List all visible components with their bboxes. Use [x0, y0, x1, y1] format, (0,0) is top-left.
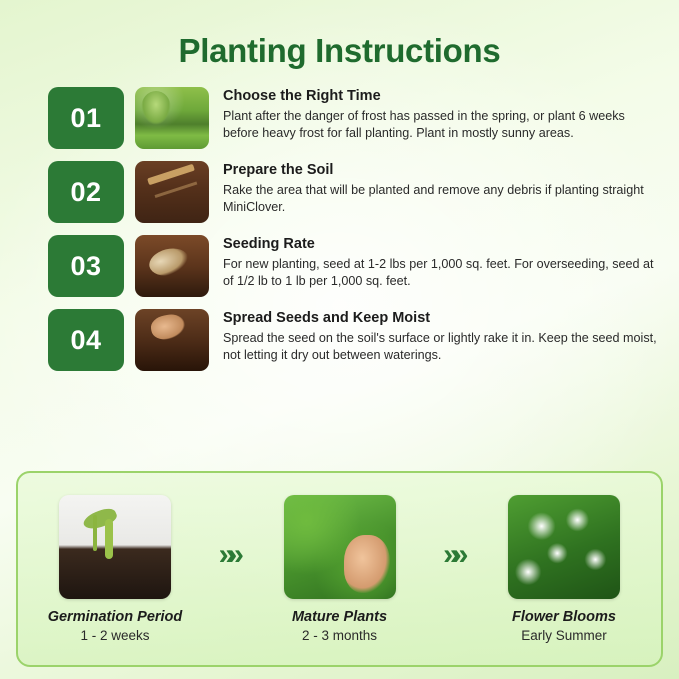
step-description: For new planting, seed at 1-2 lbs per 1,000 sq. feet. For overseeding, seed at of 1/2 lb to 1 lb per 1,000 sq. feet. — [223, 257, 654, 289]
step-text — [223, 87, 657, 142]
stage-duration: 1 - 2 weeks — [80, 628, 150, 643]
step-number-badge: 04 — [48, 309, 124, 371]
step-item — [48, 235, 657, 297]
step-text — [223, 235, 657, 290]
page-title: Planting Instructions — [178, 32, 501, 69]
stage-duration: Early Summer — [521, 628, 607, 643]
timeline-stage — [32, 495, 198, 643]
step-description: Spread the seed on the soil's surface or lightly rake it in. Keep the seed moist, not letting it dry out between waterings. — [223, 331, 657, 363]
lawn-grass-photo — [135, 87, 209, 149]
timeline-stage — [257, 495, 423, 643]
clover-leaves-photo — [284, 495, 396, 599]
step-description: Plant after the danger of frost has passed in the spring, or plant 6 weeks before heavy frost for fall planting. Plant in mostly sunny areas. — [223, 109, 625, 141]
step-title: Prepare the Soil — [223, 162, 334, 178]
step-number-badge: 02 — [48, 161, 124, 223]
step-number-badge: 01 — [48, 87, 124, 149]
chevron-right-icon: »» — [218, 538, 236, 571]
rake-soil-photo — [135, 161, 209, 223]
sprouting-seedling-photo — [59, 495, 171, 599]
timeline-stage — [481, 495, 647, 643]
hand-seed-photo — [135, 235, 209, 297]
stage-title: Flower Blooms — [512, 609, 616, 625]
clover-flowers-photo — [508, 495, 620, 599]
chevron-right-icon: »» — [443, 538, 461, 571]
step-item — [48, 161, 657, 223]
stage-duration: 2 - 3 months — [301, 628, 378, 643]
steps-list — [0, 87, 679, 371]
step-description: Rake the area that will be planted and remove any debris if planting straight MiniClover. — [223, 183, 644, 215]
step-item — [48, 309, 657, 371]
step-title: Choose the Right Time — [223, 88, 381, 104]
stage-title: Mature Plants — [291, 609, 388, 625]
step-item — [48, 87, 657, 149]
growth-timeline-panel — [16, 471, 663, 667]
stage-title: Germination Period — [47, 609, 183, 625]
step-text — [223, 161, 657, 216]
step-number-badge: 03 — [48, 235, 124, 297]
spreading-seed-photo — [135, 309, 209, 371]
step-title: Spread Seeds and Keep Moist — [223, 310, 431, 326]
step-text — [223, 309, 657, 364]
step-title: Seeding Rate — [223, 236, 315, 252]
